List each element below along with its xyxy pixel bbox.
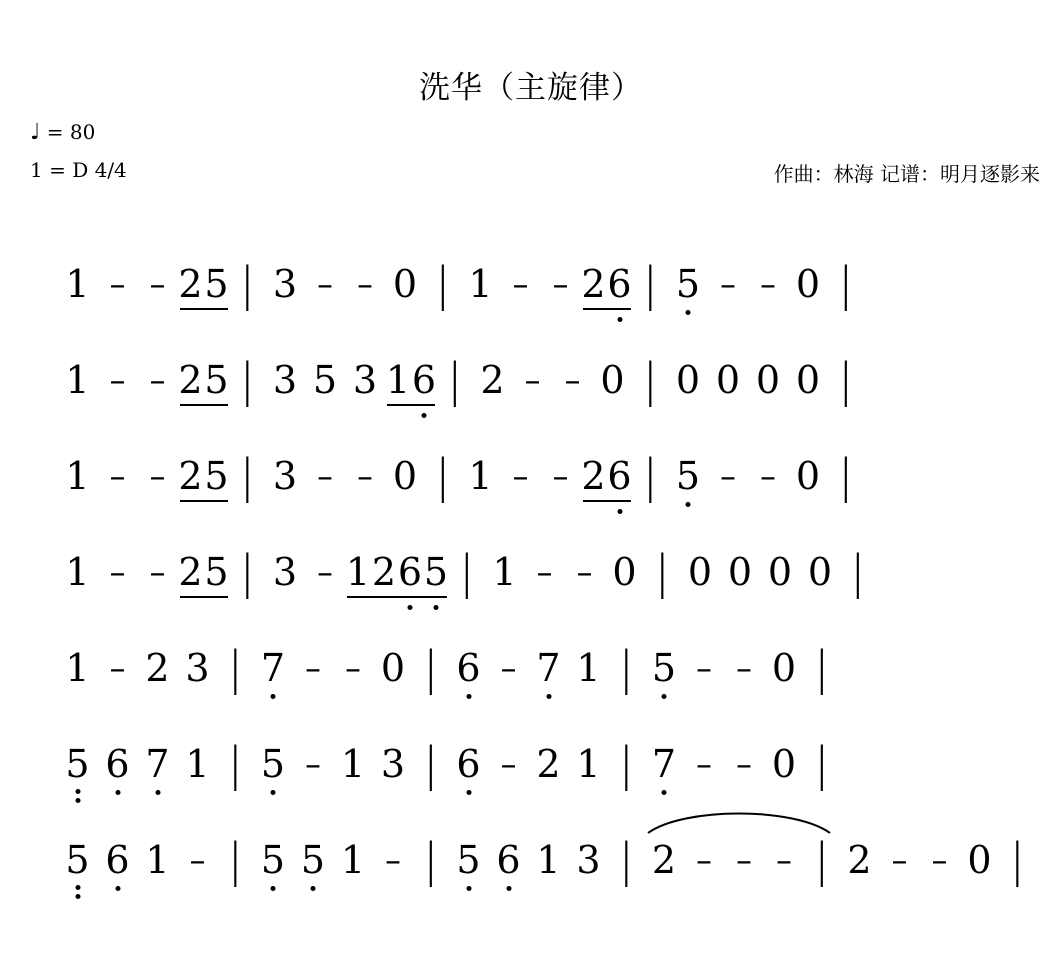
- note-number: 0: [600, 358, 625, 402]
- note-number: 6: [411, 358, 437, 402]
- note-dash: –: [109, 361, 126, 399]
- measure: [253, 838, 413, 882]
- barline: |: [814, 641, 830, 695]
- note-number: 3: [185, 646, 210, 690]
- note-number: 0: [727, 550, 753, 594]
- note-number: 1: [385, 358, 411, 402]
- beam-group: [385, 358, 437, 402]
- note-number: 5: [58, 745, 98, 783]
- note-dash: –: [720, 457, 736, 495]
- barline: |: [642, 353, 658, 407]
- note-number: 1: [468, 262, 493, 306]
- note-dash: –: [720, 265, 736, 303]
- measure: [461, 262, 633, 306]
- barline: |: [654, 545, 670, 599]
- measure: [58, 550, 230, 594]
- note-number: 5: [204, 454, 229, 498]
- note-number: 5: [204, 358, 229, 402]
- barline: |: [227, 737, 243, 791]
- note-number: 0: [755, 358, 781, 402]
- measure: [253, 646, 413, 690]
- page-title: 洗华（主旋律）: [419, 70, 643, 106]
- note-number: 2: [178, 262, 203, 306]
- note-number: 5: [293, 841, 333, 879]
- measure: [58, 454, 230, 498]
- note-number: 0: [771, 742, 797, 786]
- staff-line: [34, 245, 1034, 323]
- barline: |: [447, 353, 463, 407]
- note-number: 5: [423, 550, 449, 594]
- measure: [668, 262, 828, 306]
- staff-line: [34, 821, 1034, 899]
- barline: |: [239, 545, 255, 599]
- note-dash: –: [736, 649, 752, 687]
- note-number: 0: [795, 358, 821, 402]
- note-dash: –: [512, 457, 529, 495]
- measure: [644, 742, 804, 786]
- note-number: 7: [253, 649, 293, 687]
- note-number: 1: [345, 550, 371, 594]
- note-number: 3: [352, 358, 378, 402]
- note-number: 0: [807, 550, 833, 594]
- note-dash: –: [109, 553, 126, 591]
- note-number: 0: [715, 358, 741, 402]
- note-dash: –: [552, 265, 569, 303]
- note-number: 0: [795, 454, 821, 498]
- beam-group: [178, 262, 230, 306]
- note-dash: –: [500, 649, 517, 687]
- barline: |: [814, 833, 830, 887]
- note-number: 1: [65, 550, 90, 594]
- note-dash: –: [149, 361, 166, 399]
- credits: 作曲：林海 记谱：明月逐影来: [773, 162, 1040, 186]
- note-number: 1: [65, 358, 90, 402]
- note-number: 6: [449, 649, 489, 687]
- note-number: 5: [449, 841, 489, 879]
- beam-group: [178, 358, 230, 402]
- tempo-marking: [30, 120, 95, 145]
- measure: [58, 358, 230, 402]
- barline: |: [435, 449, 451, 503]
- tie-slur: [644, 807, 804, 839]
- note-dash: –: [305, 649, 321, 687]
- measure: [473, 358, 633, 402]
- note-number: 6: [98, 745, 138, 783]
- note-dash: –: [149, 457, 166, 495]
- note-number: 6: [449, 745, 489, 783]
- measure: [265, 550, 449, 594]
- staff-line: [34, 437, 1034, 515]
- note-number: 0: [380, 646, 406, 690]
- note-dash: –: [696, 649, 712, 687]
- note-number: 7: [644, 745, 684, 783]
- note-number: 2: [581, 454, 606, 498]
- note-dash: –: [317, 553, 333, 591]
- note-number: 5: [312, 358, 338, 402]
- note-number: 0: [392, 262, 418, 306]
- note-number: 7: [138, 745, 178, 783]
- note-number: 3: [380, 742, 406, 786]
- note-number: 3: [272, 550, 298, 594]
- barline: |: [459, 545, 475, 599]
- note-dash: –: [536, 553, 553, 591]
- barline: |: [618, 641, 634, 695]
- note-number: 1: [340, 742, 366, 786]
- note-dash: –: [760, 265, 776, 303]
- note-number: 7: [529, 649, 569, 687]
- note-dash: –: [736, 745, 752, 783]
- note-dash: –: [385, 841, 401, 879]
- measure: [680, 550, 840, 594]
- note-number: 3: [272, 262, 298, 306]
- key-signature: 1 = D 4/4: [30, 158, 127, 182]
- beam-group: [581, 262, 633, 306]
- note-number: 0: [687, 550, 713, 594]
- measure: [668, 358, 828, 402]
- note-dash: –: [696, 745, 712, 783]
- note-dash: –: [931, 841, 948, 879]
- note-dash: –: [524, 361, 541, 399]
- note-number: 6: [489, 841, 529, 879]
- barline: |: [423, 737, 439, 791]
- note-number: 0: [392, 454, 418, 498]
- barline: |: [423, 833, 439, 887]
- note-number: 0: [675, 358, 701, 402]
- barline: |: [642, 257, 658, 311]
- note-dash: –: [776, 841, 792, 879]
- note-number: 6: [397, 550, 423, 594]
- note-number: 1: [492, 550, 517, 594]
- note-dash: –: [317, 265, 333, 303]
- note-number: 2: [178, 358, 203, 402]
- note-number: 2: [178, 454, 203, 498]
- measure: [644, 838, 804, 882]
- note-number: 0: [612, 550, 637, 594]
- note-number: 0: [767, 550, 793, 594]
- barline: |: [239, 449, 255, 503]
- measure: [449, 838, 609, 882]
- note-number: 1: [536, 838, 561, 882]
- measure: [449, 742, 609, 786]
- note-dash: –: [305, 745, 321, 783]
- note-dash: –: [345, 649, 361, 687]
- note-number: 3: [272, 358, 298, 402]
- measure: [644, 646, 804, 690]
- staff-line: [34, 341, 1034, 419]
- measure: [58, 646, 218, 690]
- beam-group: [178, 550, 230, 594]
- staff-line: [34, 629, 1034, 707]
- note-number: 0: [771, 646, 797, 690]
- barline: |: [435, 257, 451, 311]
- note-number: 1: [65, 454, 90, 498]
- note-number: 2: [536, 742, 561, 786]
- note-number: 1: [576, 742, 601, 786]
- barline: |: [227, 833, 243, 887]
- measure: [461, 454, 633, 498]
- measure: [58, 262, 230, 306]
- note-number: 3: [272, 454, 298, 498]
- barline: |: [618, 737, 634, 791]
- note-dash: –: [149, 553, 166, 591]
- note-number: 5: [253, 745, 293, 783]
- note-number: 1: [185, 742, 210, 786]
- note-dash: –: [500, 745, 517, 783]
- note-dash: –: [736, 841, 752, 879]
- barline: |: [642, 449, 658, 503]
- note-dash: –: [109, 265, 126, 303]
- note-number: 5: [204, 550, 229, 594]
- note-number: 2: [651, 838, 677, 882]
- tempo-value: = 80: [46, 120, 96, 144]
- barline: |: [838, 257, 854, 311]
- barline: |: [227, 641, 243, 695]
- measure: [449, 646, 609, 690]
- measure: [840, 838, 1000, 882]
- note-number: 1: [145, 838, 170, 882]
- barline: |: [838, 353, 854, 407]
- note-number: 6: [607, 262, 632, 306]
- beam-group: [345, 550, 449, 594]
- note-number: 1: [576, 646, 601, 690]
- note-number: 3: [576, 838, 601, 882]
- note-number: 6: [607, 454, 632, 498]
- note-number: 5: [253, 841, 293, 879]
- barline: |: [239, 353, 255, 407]
- note-number: 2: [847, 838, 872, 882]
- note-number: 2: [178, 550, 203, 594]
- note-dash: –: [109, 649, 126, 687]
- note-number: 2: [145, 646, 170, 690]
- note-number: 5: [58, 841, 98, 879]
- note-dash: –: [891, 841, 908, 879]
- note-dash: –: [576, 553, 593, 591]
- note-dash: –: [357, 457, 373, 495]
- note-number: 6: [98, 841, 138, 879]
- note-number: 5: [644, 649, 684, 687]
- measure: [58, 838, 218, 882]
- note-number: 5: [668, 265, 708, 303]
- measure: [668, 454, 828, 498]
- note-dash: –: [189, 841, 206, 879]
- note-dash: –: [512, 265, 529, 303]
- measure: [58, 742, 218, 786]
- beam-group: [581, 454, 633, 498]
- measure: [265, 262, 425, 306]
- note-number: 1: [65, 646, 90, 690]
- note-number: 5: [204, 262, 229, 306]
- measure: [253, 742, 413, 786]
- barline: |: [1009, 833, 1025, 887]
- barline: |: [618, 833, 634, 887]
- note-number: 1: [468, 454, 493, 498]
- note-number: 1: [65, 262, 90, 306]
- measure: [265, 358, 437, 402]
- staff-line: [34, 533, 1034, 611]
- note-dash: –: [564, 361, 581, 399]
- note-number: 5: [668, 457, 708, 495]
- note-dash: –: [357, 265, 373, 303]
- quarter-note-icon: ♩: [30, 120, 41, 145]
- barline: |: [838, 449, 854, 503]
- measure: [485, 550, 645, 594]
- note-dash: –: [149, 265, 166, 303]
- barline: |: [239, 257, 255, 311]
- note-dash: –: [696, 841, 712, 879]
- note-dash: –: [552, 457, 569, 495]
- barline: |: [814, 737, 830, 791]
- barline: |: [850, 545, 866, 599]
- note-number: 0: [967, 838, 992, 882]
- beam-group: [178, 454, 230, 498]
- note-number: 2: [581, 262, 606, 306]
- note-dash: –: [109, 457, 126, 495]
- note-number: 0: [795, 262, 821, 306]
- measure: [265, 454, 425, 498]
- note-number: 1: [340, 838, 366, 882]
- note-number: 2: [480, 358, 505, 402]
- barline: |: [423, 641, 439, 695]
- note-dash: –: [317, 457, 333, 495]
- note-number: 2: [371, 550, 397, 594]
- note-dash: –: [760, 457, 776, 495]
- staff-line: [34, 725, 1034, 803]
